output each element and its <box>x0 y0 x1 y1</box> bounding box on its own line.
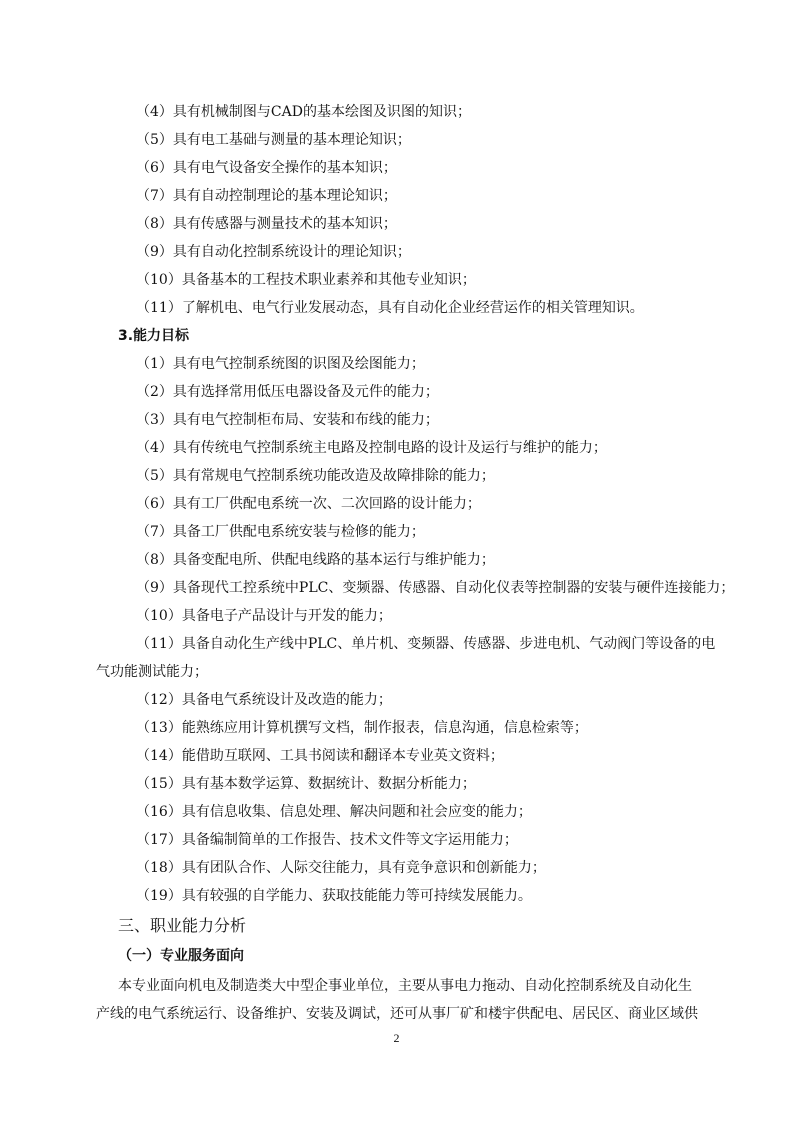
ability-item: （17）具备编制简单的工作报告、技术文件等文字运用能力； <box>136 832 518 848</box>
ability-item: （9）具备现代工控系统中PLC、变频器、传感器、自动化仪表等控制器的安装与硬件连接能力； <box>136 580 735 596</box>
ability-item: （8）具备变配电所、供配电线路的基本运行与维护能力； <box>136 552 495 568</box>
subsection-heading: （一）专业服务面向 <box>118 948 244 964</box>
ability-item: （2）具有选择常用低压电器设备及元件的能力； <box>136 384 439 400</box>
ability-item: （19）具有较强的自学能力、获取技能能力等可持续发展能力。 <box>136 888 532 904</box>
knowledge-item: （7）具有自动控制理论的基本理论知识； <box>136 188 397 204</box>
ability-item: （14）能借助互联网、工具书阅读和翻译本专业英文资料； <box>136 748 504 764</box>
knowledge-item: （9）具有自动化控制系统设计的理论知识； <box>136 244 411 260</box>
ability-item: （3）具有电气控制柜布局、安装和布线的能力； <box>136 412 439 428</box>
ability-item: （5）具有常规电气控制系统功能改造及故障排除的能力； <box>136 468 495 484</box>
paragraph-line: 产线的电气系统运行、设备维护、安装及调试，还可从事厂矿和楼宇供配电、居民区、商业区域供 <box>96 1006 698 1022</box>
knowledge-item: （10）具备基本的工程技术职业素养和其他专业知识； <box>136 272 476 288</box>
page-number: 2 <box>393 1031 400 1045</box>
ability-heading: 3.能力目标 <box>118 328 190 344</box>
ability-item: （10）具备电子产品设计与开发的能力； <box>136 608 392 624</box>
ability-item: （6）具有工厂供配电系统一次、二次回路的设计能力； <box>136 496 481 512</box>
ability-item: （4）具有传统电气控制系统主电路及控制电路的设计及运行与维护的能力； <box>136 440 607 456</box>
ability-item: （11）具备自动化生产线中PLC、单片机、变频器、传感器、步进电机、气动阀门等设备的电 <box>136 636 716 652</box>
section-heading: 三、职业能力分析 <box>118 916 247 935</box>
ability-item: （1）具有电气控制系统图的识图及绘图能力； <box>136 356 425 372</box>
knowledge-item: （8）具有传感器与测量技术的基本知识； <box>136 216 397 232</box>
ability-item: （18）具有团队合作、人际交往能力，具有竞争意识和创新能力； <box>136 860 546 876</box>
ability-item: （7）具备工厂供配电系统安装与检修的能力； <box>136 524 425 540</box>
knowledge-item: （11）了解机电、电气行业发展动态，具有自动化企业经营运作的相关管理知识。 <box>136 300 644 316</box>
ability-item: （12）具备电气系统设计及改造的能力； <box>136 692 392 708</box>
ability-item: （15）具有基本数学运算、数据统计、数据分析能力； <box>136 776 476 792</box>
ability-item-continuation: 气功能测试能力； <box>96 664 208 680</box>
knowledge-item: （5）具有电工基础与测量的基本理论知识； <box>136 132 411 148</box>
knowledge-item: （4）具有机械制图与CAD的基本绘图及识图的知识； <box>136 104 471 120</box>
knowledge-item: （6）具有电气设备安全操作的基本知识； <box>136 160 397 176</box>
ability-item: （13）能熟练应用计算机撰写文档，制作报表，信息沟通，信息检索等； <box>136 720 588 736</box>
ability-item: （16）具有信息收集、信息处理、解决问题和社会应变的能力； <box>136 804 532 820</box>
paragraph-line: 本专业面向机电及制造类大中型企事业单位，主要从事电力拖动、自动化控制系统及自动化生 <box>118 978 692 994</box>
